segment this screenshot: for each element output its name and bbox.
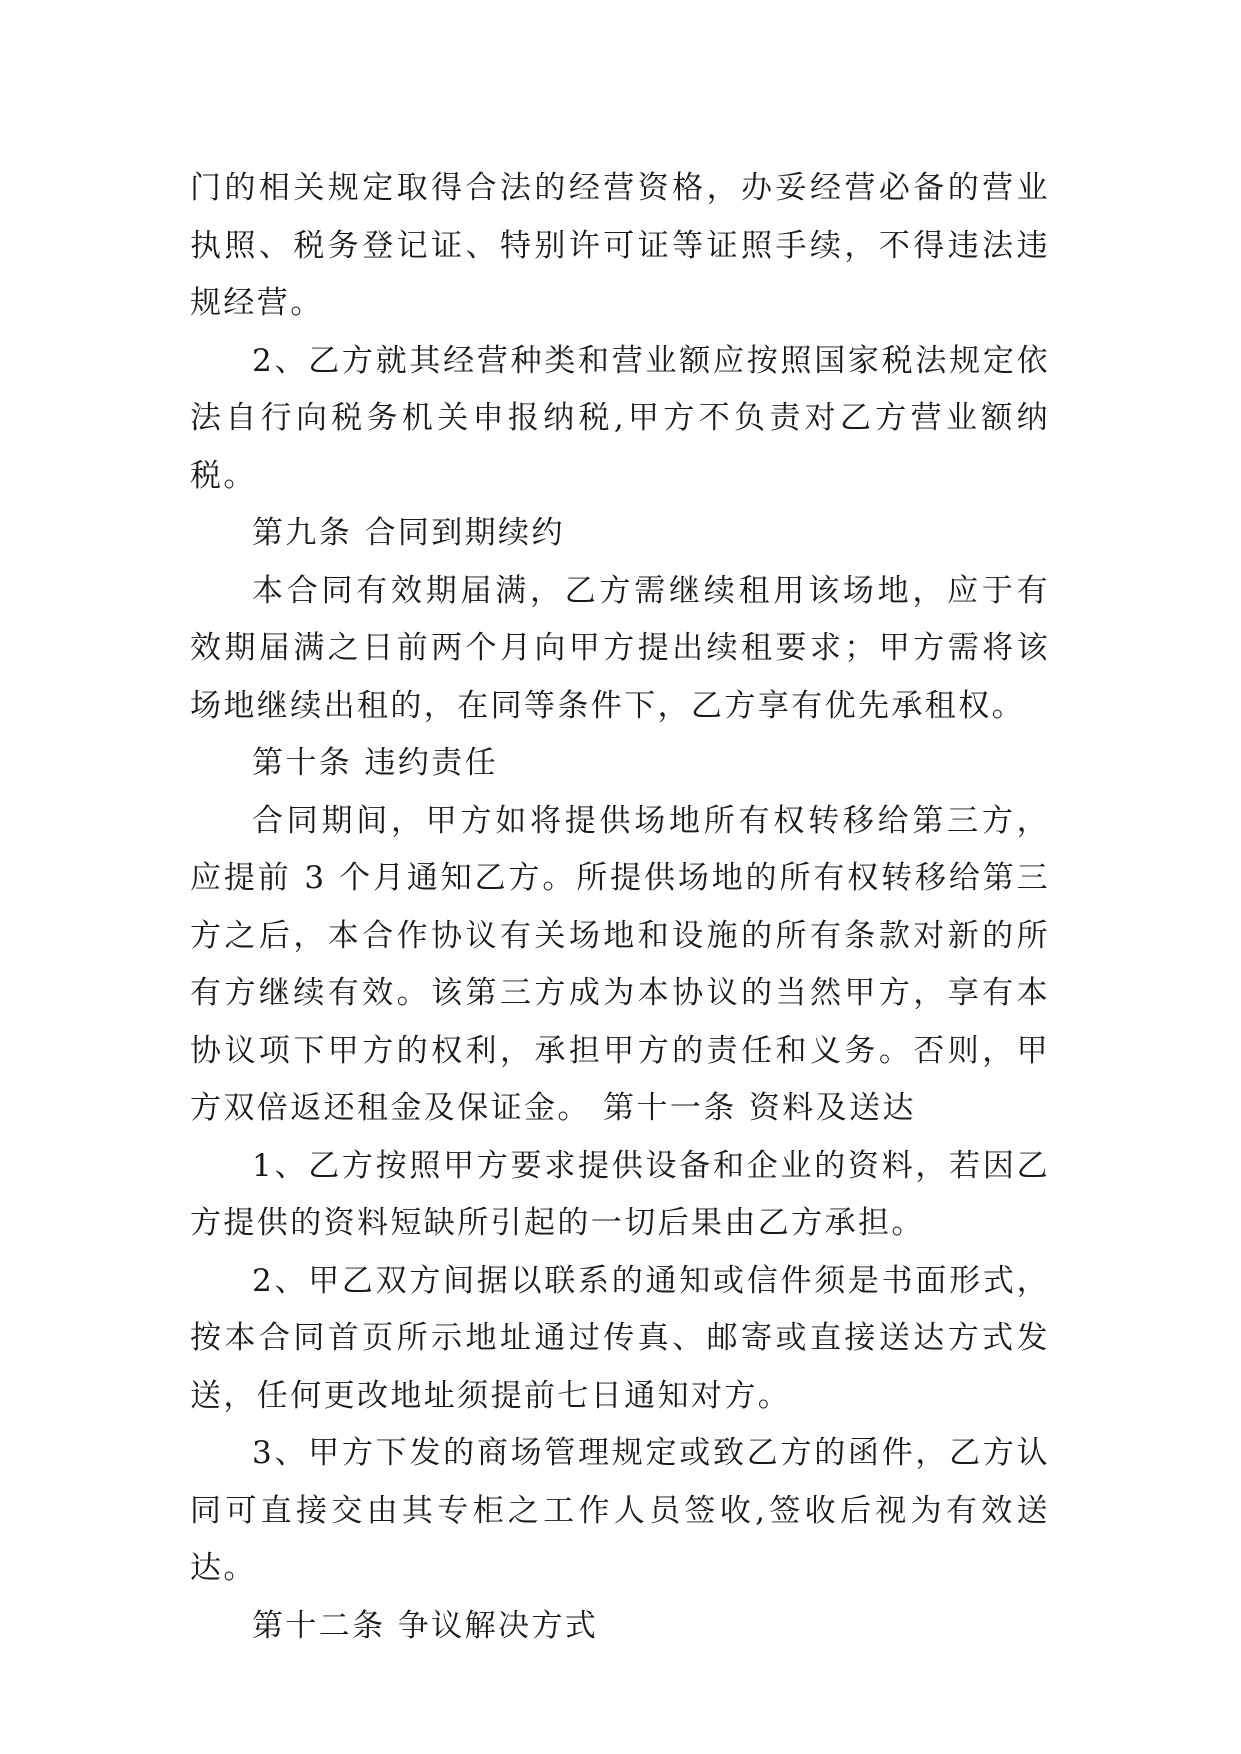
paragraph-tax-declaration: 2、乙方就其经营种类和营业额应按照国家税法规定依法自行向税务机关申报纳税,甲方不负责对乙方营业额纳税。 xyxy=(190,342,1050,494)
heading-article-9: 第九条 合同到期续约 xyxy=(252,515,565,551)
heading-article-12: 第十二条 争议解决方式 xyxy=(252,1607,599,1644)
document-body xyxy=(190,160,1050,1655)
paragraph-liability: 合同期间，甲方如将提供场地所有权转移给第三方，应提前 3 个月通知乙方。所提供场地的所有权转移给第三方之后，本合作协议有关场地和设施的所有条款对新的所有方继续有效。该第三方成为本协议的当然甲方，享有本协议项下甲方的权利，承担甲方的责任和义务。否则，甲方双倍返还租金及保证金。 第十一条 资料及送达 xyxy=(190,802,1050,1126)
paragraph-notices: 2、甲乙双方间据以联系的通知或信件须是书面形式，按本合同首页所示地址通过传真、邮寄或直接送达方式发送，任何更改地址须提前七日通知对方。 xyxy=(190,1262,1050,1414)
heading-article-10: 第十条 违约责任 xyxy=(252,745,499,781)
paragraph-delivery: 3、甲方下发的商场管理规定或致乙方的函件，乙方认同可直接交由其专柜之工作人员签收,签收后视为有效送达。 xyxy=(190,1435,1050,1586)
paragraph-renewal: 本合同有效期届满，乙方需继续租用该场地，应于有效期届满之日前两个月向甲方提出续租要求；甲方需将该场地继续出租的，在同等条件下，乙方享有优先承租权。 xyxy=(190,572,1050,724)
paragraph-materials: 1、乙方按照甲方要求提供设备和企业的资料，若因乙方提供的资料短缺所引起的一切后果由乙方承担。 xyxy=(190,1147,1050,1241)
paragraph-business-qualification: 门的相关规定取得合法的经营资格，办妥经营必备的营业执照、税务登记证、特别许可证等证照手续，不得违法违规经营。 xyxy=(190,170,1050,321)
